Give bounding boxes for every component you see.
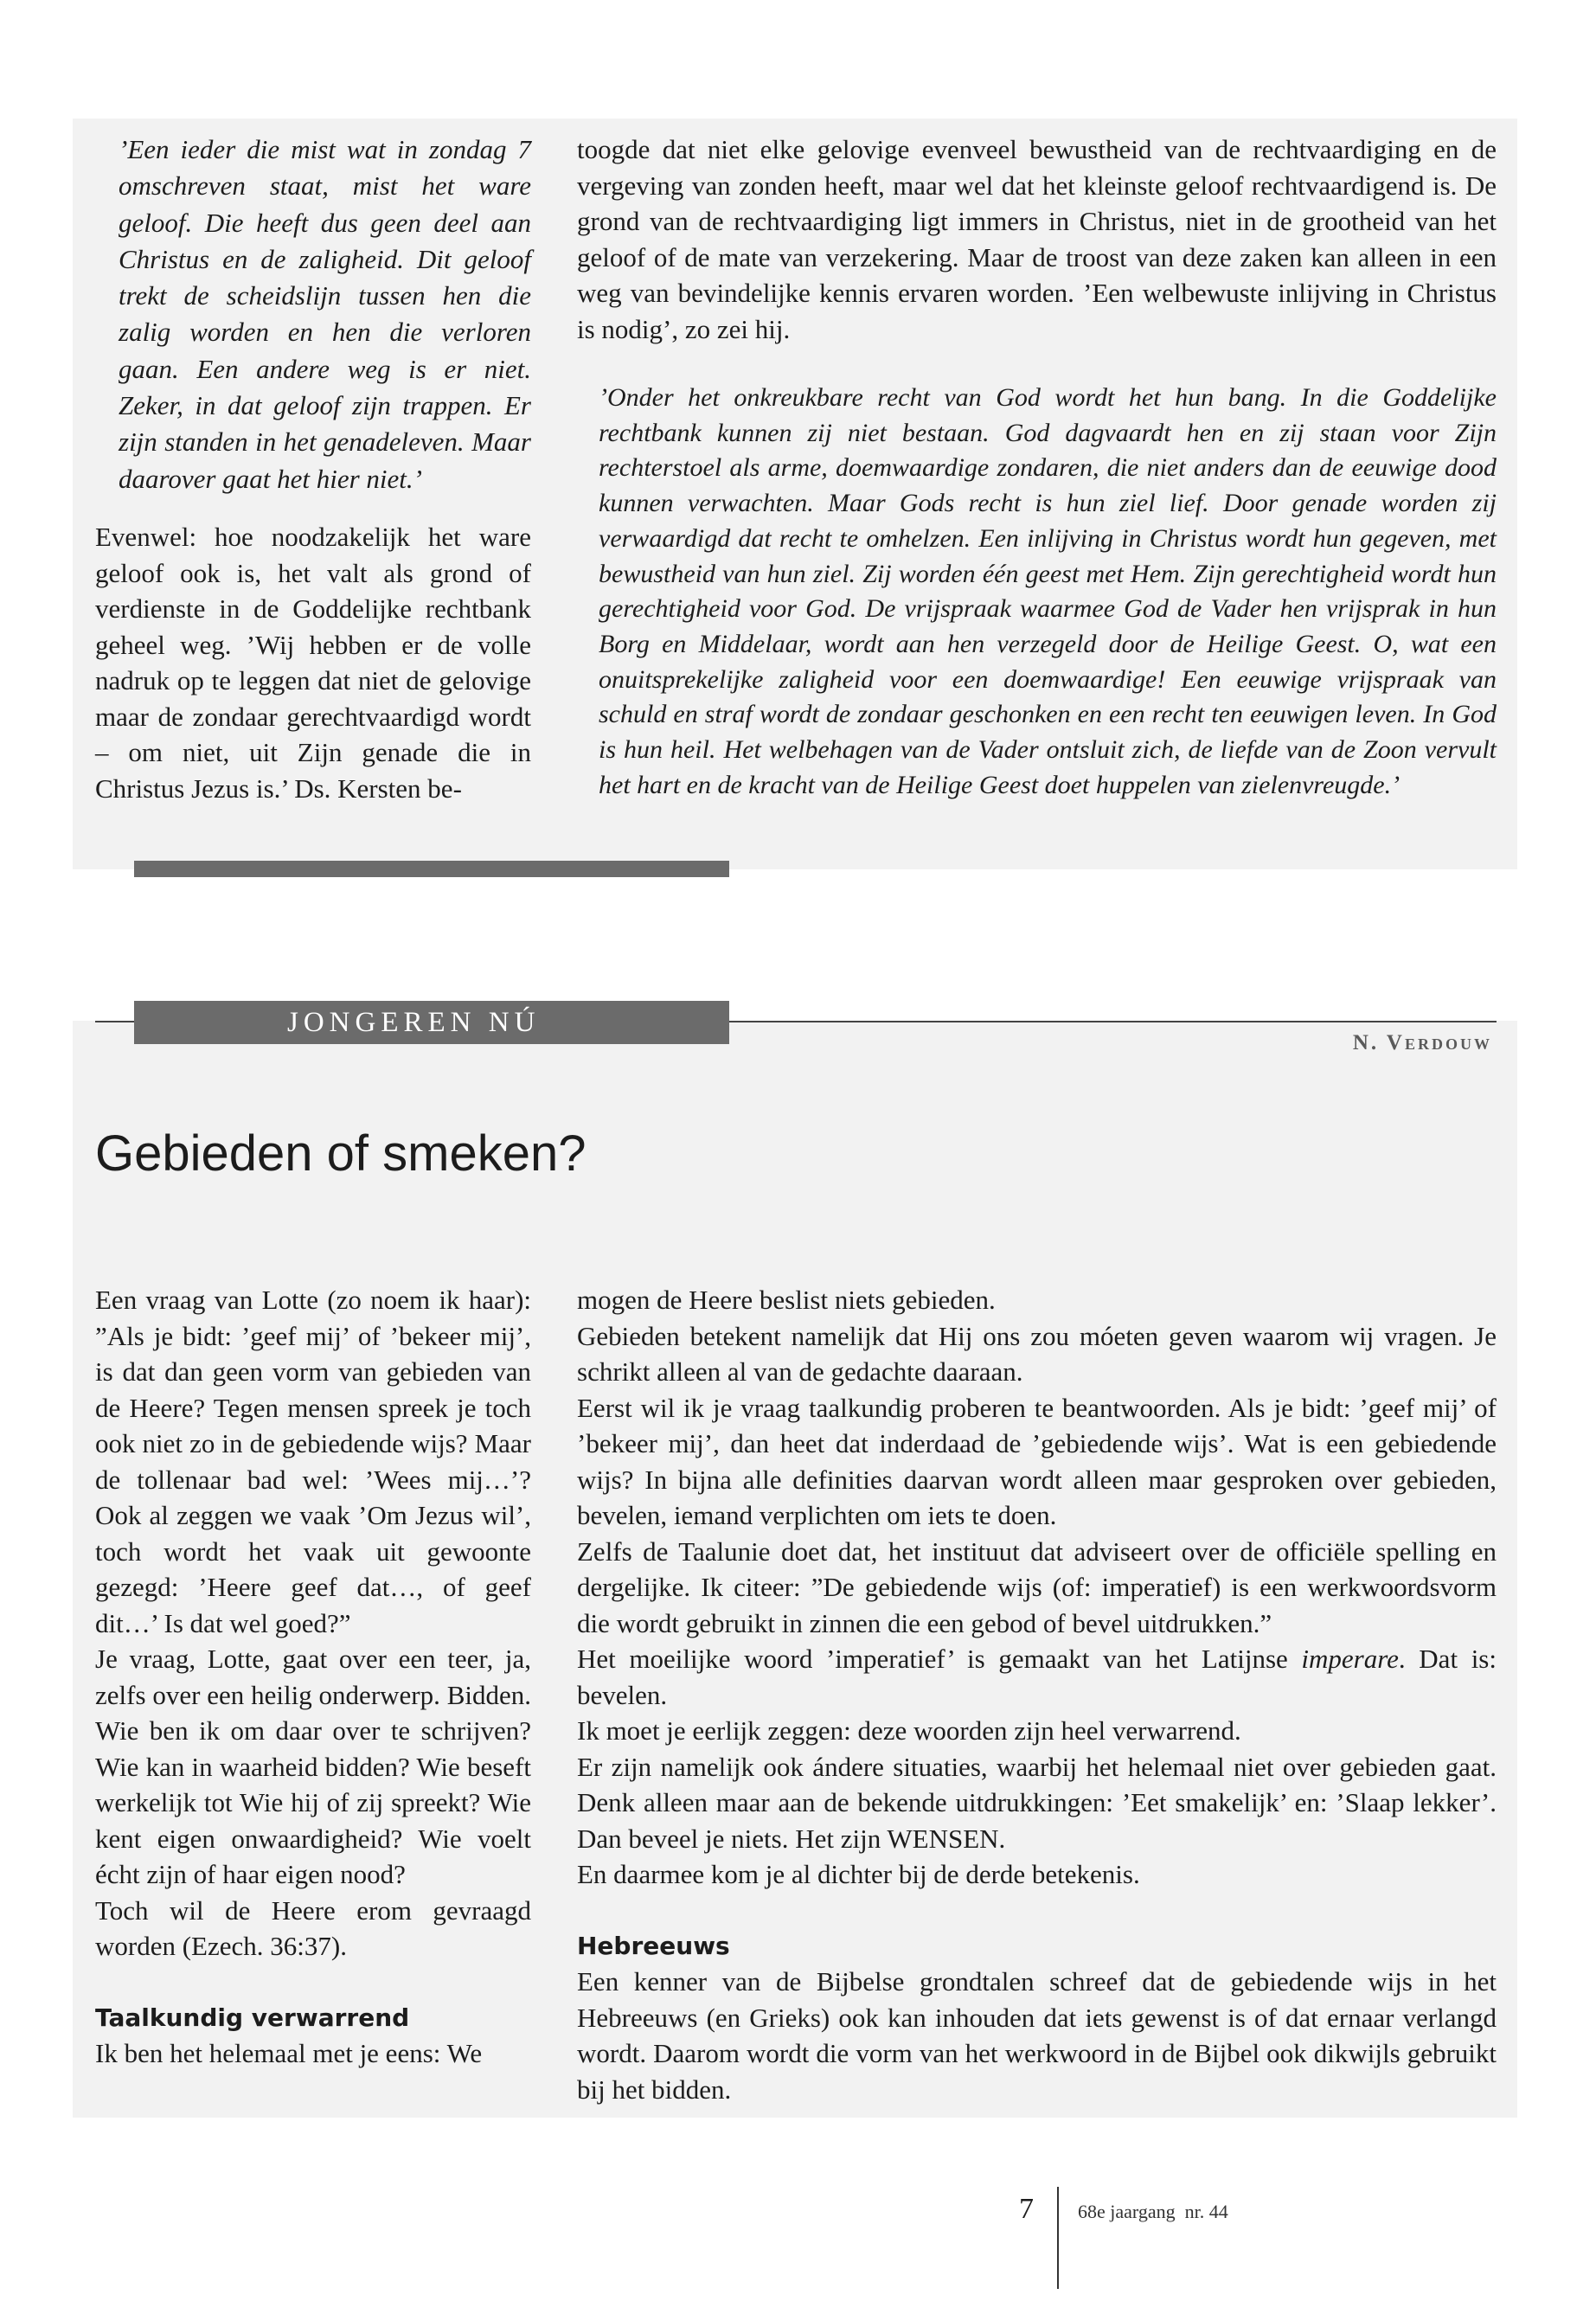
- right-paragraph-latin: [577, 1641, 1497, 1713]
- left-paragraph: Ik ben het helemaal met je eens: We: [95, 2038, 483, 2068]
- section-divider-bar: [134, 861, 729, 877]
- latin-pre-text: Het moeilijke woord ’imperatief’ is gemaakt van het Latijnse: [577, 1644, 1302, 1674]
- left-paragraph: Toch wil de Heere erom gevraagd worden (Ezech. 36:37).: [95, 1894, 531, 1961]
- quote-left-text: ’Een ieder die mist wat in zondag 7 omschreven staat, mist het ware geloof. Die heeft dus geen deel aan Christus en de zaligheid. Dit geloof trekt de scheidslijn tussen hen die zalig worden en hen die verloren gaan. Een andere weg is er niet. Zeker, in dat geloof zijn trappen. Er zijn standen in het genadeleven. Maar daarover gaat het hier niet.’: [119, 134, 531, 494]
- right-paragraph: Ik moet je eerlijk zeggen: deze woorden zijn heel verwarrend.: [577, 1715, 1241, 1746]
- latin-post-text: . Dat is: bevelen.: [577, 1644, 1497, 1710]
- paragraph-left-text: Evenwel: hoe noodzakelijk het ware geloof ook is, het valt als grond of verdienste in de Goddelijke rechtbank geheel weg. ’Wij hebben er de volle nadruk op te leggen dat niet de gelovige maar de zondaar gerechtvaardigd wordt – om niet, uit Zijn genade die in Christus Jezus is.’ Ds. Kersten be-: [95, 522, 531, 804]
- right-paragraph: En daarmee kom je al dichter bij de derde betekenis.: [577, 1859, 1140, 1889]
- paragraph-right-text: toogde dat niet elke gelovige evenveel bewustheid van de rechtvaardiging en de vergeving van zonden heeft, maar wel dat het kleinste geloof rechtvaardigend is. De grond van de rechtvaardiging ligt immers in Christus, niet in de grootheid van het geloof of de mate van verzekering. Maar de troost van deze zaken kan alleen in een weg van bevindelijke kennis ervaren worden. ’Een welbewuste inlijving in Christus is nodig’, zo zei hij.: [577, 134, 1497, 344]
- right-paragraph: mogen de Heere beslist niets gebieden.: [577, 1285, 996, 1315]
- paragraph-right: [577, 131, 1497, 347]
- right-paragraph: Er zijn namelijk ook ándere situaties, waarbij het helemaal niet over gebieden gaat. Denk alleen maar aan de bekende uitdrukkingen: ’Eet smakelijk’ en: ’Slaap lekker’. Dan beveel je niets. Het zijn WENSEN.: [577, 1751, 1497, 1854]
- article-left-column: [95, 1282, 531, 2072]
- left-subheading: Taalkundig verwarrend: [95, 2003, 410, 2032]
- page-number: 7: [1019, 2193, 1034, 2225]
- header-rule-left: [95, 1021, 134, 1022]
- latin-word: imperare: [1301, 1644, 1399, 1674]
- paragraph-left: [95, 519, 531, 806]
- right-paragraph: Een kenner van de Bijbelse grondtalen schreef dat de gebiedende wijs in het Hebreeuws (en Grieks) ook kan inhouden dat iets gewenst is of dat ernaar verlangd wordt. Daarom wordt die vorm van het werkwoord in de Bijbel ook dikwijls gebruikt bij het bidden.: [577, 1966, 1497, 2105]
- left-paragraph: Een vraag van Lotte (zo noem ik haar): ”Als je bidt: ’geef mij’ of ’bekeer mij’, is dat dan geen vorm van gebieden van de Heere? Tegen mensen spreek je toch ook niet zo in de gebiedende wijs? Maar de tollenaar bad wel: ’Wees mij…’? Ook al zeggen we vaak ’Om Jezus wil’, toch wordt het vaak uit gewoonte gezegd: ’Heere geef dat…, of geef dit…’ Is dat wel goed?”: [95, 1285, 531, 1638]
- section-label-box: [134, 1001, 729, 1044]
- quote-left: [119, 131, 531, 497]
- header-rule-right: [729, 1021, 1497, 1022]
- right-paragraph: Gebieden betekent namelijk dat Hij ons zou móeten geven waarom wij vragen. Je schrikt alleen al van de gedachte daaraan.: [577, 1320, 1497, 1387]
- quote-right-text: ’Onder het onkreukbare recht van God wordt het hun bang. In die Goddelijke rechtbank kunnen zij niet bestaan. God dagvaardt hen en zij staan voor Zijn rechterstoel als arme, doemwaardige zondaren, die niet anders dan de eeuwige dood kunnen verwachten. Maar Gods recht is hun ziel lief. Door genade worden zij verwaardigd dat recht te omhelzen. Een inlijving in Christus wordt hun gegeven, met bewustheid van hun ziel. Zij worden één geest met Hem. Zijn gerechtigheid wordt hun gerechtigheid voor God. De vrijspraak waarmee God de Vader hen vrijsprak in hun Borg en Middelaar, wordt aan hen verzegeld door de Heilige Geest. O, wat een onuitsprekelijke zaligheid voor een doemwaardige! Een eeuwige vrijspraak van schuld en straf wordt de zondaar geschonken en een recht ten eeuwigen leven. In God is hun heil. Het welbehagen van de Vader ontsluit zich, de liefde van de Zoon vervult het hart en de kracht van de Heilige Geest doet huppelen van zielenvreugde.’: [599, 383, 1497, 799]
- right-paragraph: Zelfs de Taalunie doet dat, het instituut dat adviseert over de officiële spelling en dergelijke. Ik citeer: ”De gebiedende wijs (of: imperatief) is een werkwoordsvorm die wordt gebruikt in zinnen die een gebod of bevel uitdrukken.”: [577, 1535, 1497, 1638]
- author-name: N. Verdouw: [1352, 1031, 1492, 1054]
- left-paragraph: Je vraag, Lotte, gaat over een teer, ja, zelfs over een heilig onderwerp. Bidden. Wie ben ik om daar over te schrijven? Wie kan in waarheid bidden? Wie beseft werkelijk tot Wie hij of zij spreekt? Wie kent eigen onwaardigheid? Wie voelt écht zijn of haar eigen nood?: [95, 1644, 531, 1889]
- footer-divider: [1057, 2187, 1059, 2289]
- right-paragraph: Eerst wil ik je vraag taalkundig proberen te beantwoorden. Als je bidt: ’geef mij’ of ’bekeer mij’, dan heet dat inderdaad de ’gebiedende wijs’. Wat is een gebiedende wijs? In bijna alle definities daarvan wordt alleen maar gesproken over gebieden, bevelen, iemand verplichten om iets te doen.: [577, 1392, 1497, 1530]
- issue-info: 68e jaargang nr. 44: [1078, 2201, 1228, 2222]
- article-right-column: [577, 1282, 1497, 2107]
- article-title: Gebieden of smeken?: [95, 1125, 586, 1182]
- section-label: JONGEREN NÚ: [287, 1006, 541, 1038]
- quote-right: [599, 381, 1497, 803]
- right-subheading: Hebreeuws: [577, 1931, 730, 1960]
